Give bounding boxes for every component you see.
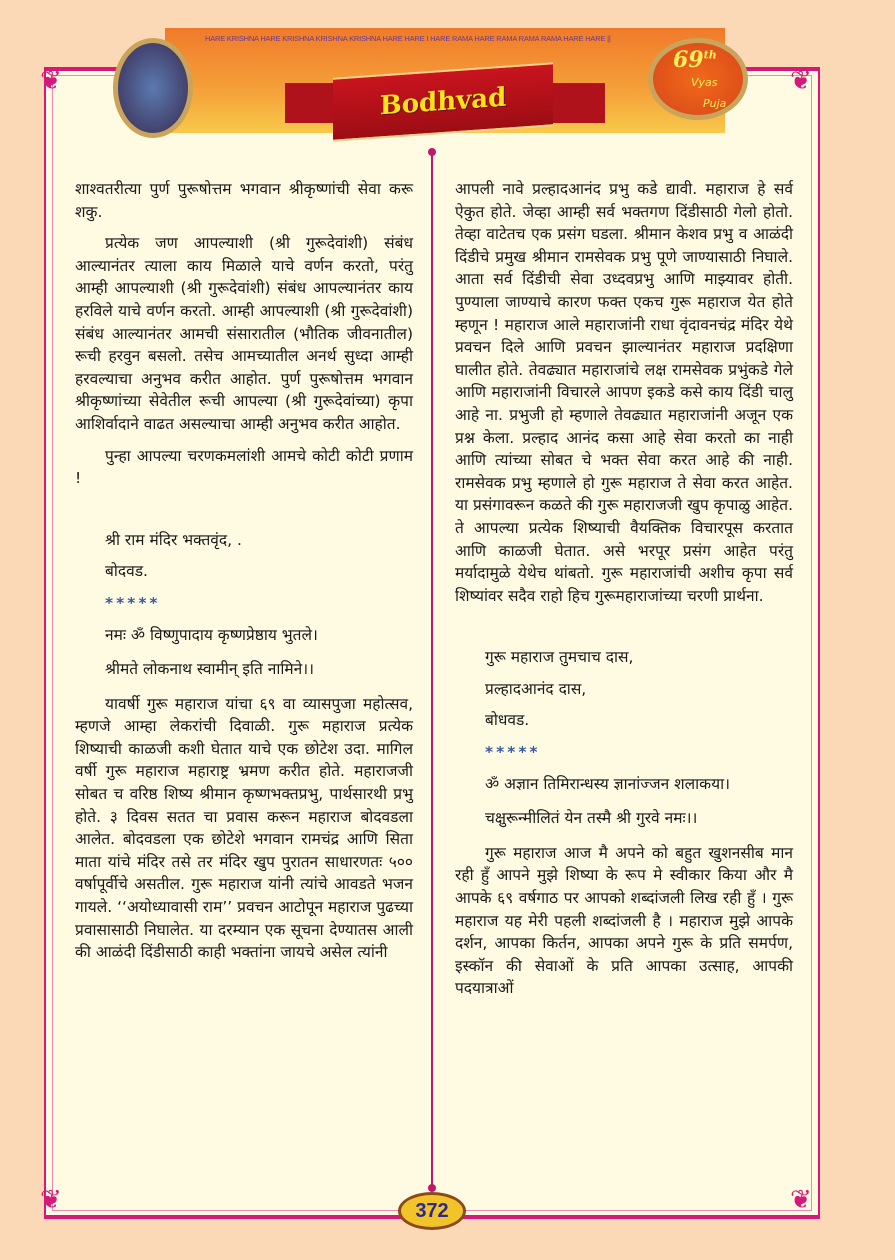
header-banner (165, 28, 725, 133)
separator-stars: ***** (485, 743, 541, 762)
deity-image (113, 38, 193, 138)
signature-line: प्रल्हादआनंद दास, (485, 679, 587, 698)
paragraph: प्रत्येक जण आपल्याशी (श्री गुरूदेवांशी) संबंध आल्यानंतर त्याला काय मिळाले याचे वर्णन करतो, परंतु आम्ही आपल्याशी (श्री गुरूदेवांशी) संबंध आपल्यानंतर काय हरविले याचे वर्णन करतो. आम्ही आपल्याशी (श्री गुरूदेवांशी) संबंध आल्यानंतर आमची संसारातील (भौतिक जीवनातील) रूची हरवुन बसलो. तसेच आमच्यातील अनर्थ सुध्दा आम्ही हरवल्याचा अनुभव करीत आहोत. पुर्ण पुरूषोत्तम भगवान श्रीकृष्णांच्या सेवेतील रूची आपल्या (श्री गुरूदेवांच्या) कृपा आशिर्वादाने वाढत असल्याचा आम्ही अनुभव करीत आहोत. (75, 234, 413, 433)
signature-line: बोधवड. (485, 711, 530, 730)
paragraph: पुन्हा आपल्या चरणकमलांशी आमचे कोटी कोटी प्रणाम ! (75, 446, 413, 488)
corner-ornament: ❦ (790, 1185, 812, 1215)
right-column (455, 178, 793, 1009)
title-ribbon (333, 62, 553, 141)
paragraph: आपली नावे प्रल्हादआनंद प्रभु कडे द्यावी. महाराज हे सर्व ऐकुत होते. जेव्हा आम्ही सर्व भक्तगण दिंडीसाठी गेलो होतो. तेव्हा वाटेतच एक प्रसंग घडला. श्रीमान केशव प्रभु व आळंदी दिंडीचे प्रमुख श्रीमान रामसेवक प्रभु पूणे जाण्यासाठी निघाले. आता सर्व दिंडीची सेवा उध्दवप्रभु आणि माझ्यावर होती. पुण्याला जाण्याचे कारण फक्त एकच गुरू महाराज येत होते म्हणून ! महाराज आले महाराजांनी राधा वृंदावनचंद्र मंदिर येथे प्रवचन दिले आणि प्रवचन झाल्यानंतर महाराज प्रदक्षिणा घालीत होते. तेवढ्यात महाराजांचे लक्ष रामसेवक प्रभुंकडे गेले आणि महाराजांनी विचारले आपण इकडे कसे काय दिंडी चालु आहे ना. प्रभुजी हो म्हणाले तेवढ्यात महाराजांनी अजून एक प्रश्न केला. प्रल्हाद आनंद कसा आहे सेवा करतो का नाही आणि त्यांच्या सोबत चे भक्त सेवा करत आहे की नाही. रामसेवक प्रभु म्हणाले हो गुरू महाराज ते सेवा करत आहेत. या प्रसंगावरून कळते की गुरू महाराजजी खुप कृपाळु आहेत. ते आपल्या प्रत्येक शिष्याची वैयक्तिक विचारपूस करतात आणि काळजी घेतात. असे भरपूर प्रसंग आहेत परंतु मर्यादामुळे येथेच थांबतो. गुरू महाराजांची अशीच कृपा सर्व शिष्यांवर सदैव राहो हिच गुरूमहाराजांच्या चरणी प्रार्थना. (455, 180, 793, 605)
left-column (75, 178, 413, 973)
divider-dot (428, 148, 436, 156)
paragraph: गुरू महाराज आज मै अपने को बहुत खुशनसीब मान रही हुँ आपने मुझे शिष्या के रूप मे स्वीकार किया और मै आपके ६९ वर्षगाठ पर आपको शब्दांजली लिख रही हुँ । गुरू महाराज यह मेरी पहली शब्दांजली है । महाराज मुझे आपके दर्शन, आपका किर्तन, आपका अपने गुरू के प्रति समर्पण, इस्कॉन की सेवाओं के प्रति आपका उत्साह, आपकी पदयात्राओं (455, 843, 793, 998)
paragraph: शाश्वतरीत्या पुर्ण पुरूषोत्तम भगवान श्रीकृष्णांची सेवा करू शकु. (75, 180, 413, 221)
badge-puja: Puja (703, 97, 727, 110)
paragraph: यावर्षी गुरू महाराज यांचा ६९ वा व्यासपुजा महोत्सव, म्हणजे आम्हा लेकरांची दिवाळी. गुरू महाराज प्रत्येक शिष्याची काळजी कशी घेतात याचे एक छोटेश उदा. मागिल वर्षी गुरू महाराज महाराष्ट्र भ्रमण करीत होते. महाराजजी सोबत च वरिष्ठ शिष्य श्रीमान कृष्णभक्तप्रभु, पार्थसारथी प्रभु होते. ३ दिवस सतत चा प्रवास करून महाराज बोदवडला आलेत. बोदवडला एक छोटेशे भगवान रामचंद्र आणि सिता माता यांचे मंदिर तसे तर मंदिर खुप पुरातन साधारणतः ५०० वर्षापूर्वीचे असतील. गुरू महाराज यांनी त्यांचे आवडते भजन गायले. ‘‘अयोध्यावासी राम’’ प्रवचन आटोपून महाराज पुढच्या प्रवासासाठी निघालेत. या दरम्यान एक सूचना देण्यातस आली की आळंदी दिंडीसाठी काही भक्तांना जायचे असेल त्यांनी (75, 694, 413, 962)
signature-line: गुरू महाराज तुमचाच दास, (485, 648, 634, 667)
badge-suffix: th (703, 48, 717, 62)
badge-vyas: Vyas (691, 76, 718, 89)
magazine-title: Bodhvad (379, 82, 507, 122)
verse-line: चक्षुरून्मीलितं येन तस्मै श्री गुरवे नमः।। (485, 809, 698, 828)
divider-dot (428, 1184, 436, 1192)
corner-ornament: ❦ (40, 1185, 62, 1215)
column-divider (431, 150, 433, 1190)
signature-line: बोदवड. (105, 562, 148, 581)
verse-line: ॐ अज्ञान तिमिरान्धस्य ज्ञानांज्जन शलाकया। (485, 774, 730, 793)
signature-line: श्री राम मंदिर भक्तवृंद, . (105, 530, 242, 549)
page-number: 372 (398, 1192, 466, 1230)
badge-number: 69 (673, 47, 704, 73)
corner-ornament: ❦ (790, 66, 812, 96)
verse-line: नमः ॐ विष्णुपादाय कृष्णप्रेष्ठाय भुतले। (105, 625, 318, 644)
mantra-text: HARE KRISHNA HARE KRISHNA KRISHNA KRISHNA HARE HARE I HARE RAMA HARE RAMA RAMA RAMA HARE HARE || (205, 34, 611, 43)
vyas-puja-badge (648, 38, 748, 120)
separator-stars: ***** (105, 593, 161, 612)
verse-line: श्रीमते लोकनाथ स्वामीन् इति नामिने।। (105, 660, 315, 679)
corner-ornament: ❦ (40, 66, 62, 96)
